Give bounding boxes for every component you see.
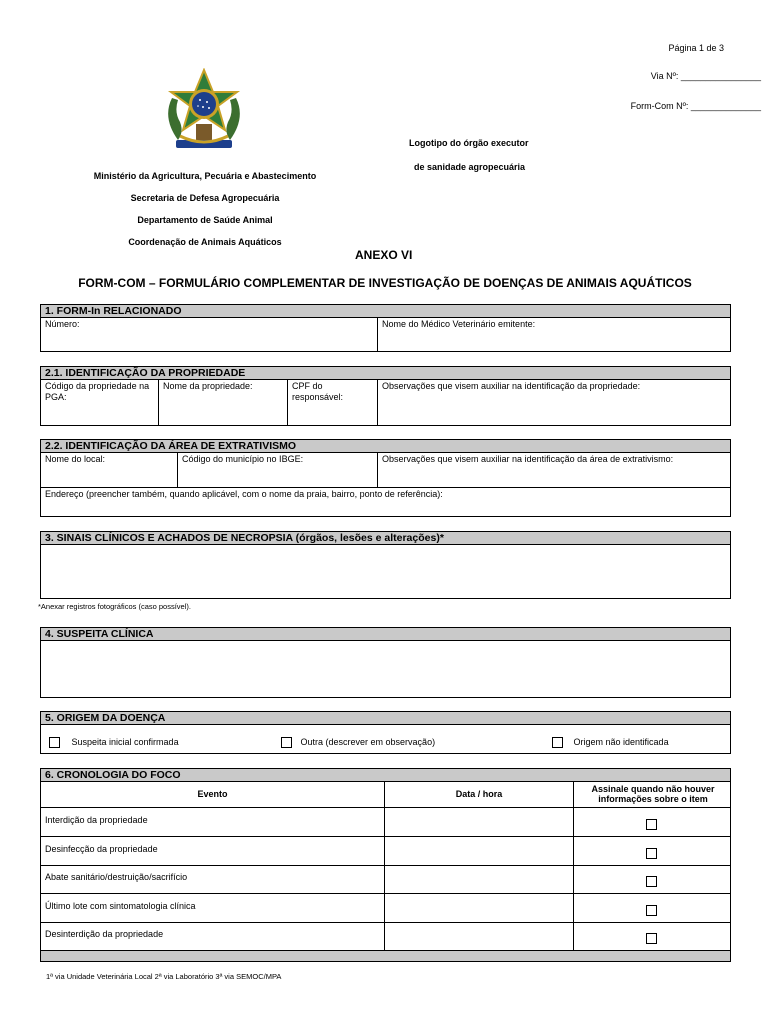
clinical-signs-field[interactable]	[41, 546, 732, 599]
origin-unidentified-label: Origem não identificada	[573, 737, 669, 747]
event-row-label: Último lote com sintomatologia clínica	[45, 901, 196, 911]
section-extractivism-title: 2.2. IDENTIFICAÇÃO DA ÁREA DE EXTRATIVISMO	[41, 440, 730, 453]
section-clinical-suspicion-title: 4. SUSPEITA CLÍNICA	[41, 628, 730, 641]
property-obs-field[interactable]: Observações que visem auxiliar na identificação da propriedade:	[382, 381, 641, 391]
distribution-footer: 1ª via Unidade Veterinária Local 2ª via Laboratório 3ª via SEMOC/MPA	[46, 972, 282, 981]
section-extractivism-area	[40, 439, 731, 517]
no-info-checkbox-icon[interactable]	[646, 819, 657, 830]
property-code-field[interactable]: Código da propriedade na PGA:	[45, 381, 150, 402]
date-field[interactable]	[385, 923, 573, 950]
checkbox-unidentified-icon[interactable]	[552, 737, 563, 748]
section-form-in	[40, 304, 731, 352]
section-disease-origin-title: 5. ORIGEM DA DOENÇA	[41, 712, 730, 725]
event-row-label: Abate sanitário/destruição/sacrifício	[45, 872, 188, 882]
checkbox-confirmed-icon[interactable]	[49, 737, 60, 748]
logo-placeholder-line1: Logotipo do órgão executor	[409, 138, 529, 148]
section-clinical-suspicion	[40, 627, 731, 698]
via-number-field[interactable]: Via Nº: ________________	[650, 71, 761, 81]
event-row-label: Interdição da propriedade	[45, 815, 148, 825]
date-field[interactable]	[385, 894, 573, 922]
ministry-name: Ministério da Agricultura, Pecuária e Abastecimento	[93, 171, 317, 181]
section-property-id-title: 2.1. IDENTIFICAÇÃO DA PROPRIEDADE	[41, 367, 730, 380]
event-row-label: Desinterdição da propriedade	[45, 929, 164, 939]
no-info-checkbox-icon[interactable]	[646, 933, 657, 944]
section-outbreak-chronology	[40, 768, 731, 962]
department-name: Departamento de Saúde Animal	[137, 215, 273, 225]
no-info-checkbox-icon[interactable]	[646, 905, 657, 916]
event-row-label: Desinfecção da propriedade	[45, 844, 158, 854]
col-evento: Evento	[197, 789, 228, 799]
numero-field[interactable]: Número:	[45, 319, 80, 329]
coordination-name: Coordenação de Animais Aquáticos	[128, 237, 282, 247]
col-data-hora: Data / hora	[455, 789, 503, 799]
date-field[interactable]	[385, 808, 573, 836]
origin-option-unidentified[interactable]	[552, 737, 669, 748]
clinical-suspicion-field[interactable]	[41, 642, 732, 698]
section-form-in-title: 1. FORM-In RELACIONADO	[41, 305, 730, 318]
section-clinical-signs-title: 3. SINAIS CLÍNICOS E ACHADOS DE NECROPSIA (órgãos, lesões e alterações)*	[41, 532, 730, 545]
section-clinical-signs	[40, 531, 731, 599]
vet-name-field[interactable]: Nome do Médico Veterinário emitente:	[382, 319, 536, 329]
property-name-field[interactable]: Nome da propriedade:	[163, 381, 253, 391]
section-property-id	[40, 366, 731, 426]
origin-option-other[interactable]	[281, 737, 435, 748]
local-name-field[interactable]: Nome do local:	[45, 454, 106, 464]
annex-label: ANEXO VI	[355, 248, 413, 262]
cpf-field[interactable]: CPF do responsável:	[292, 381, 344, 402]
formcom-number-field[interactable]: Form-Com Nº: ______________	[630, 101, 761, 111]
origin-confirmed-label: Suspeita inicial confirmada	[71, 737, 179, 747]
page-number: Página 1 de 3	[668, 43, 724, 53]
secretariat-name: Secretaria de Defesa Agropecuária	[130, 193, 280, 203]
section-chronology-title: 6. CRONOLOGIA DO FOCO	[41, 769, 730, 782]
no-info-checkbox-icon[interactable]	[646, 848, 657, 859]
no-info-checkbox-icon[interactable]	[646, 876, 657, 887]
brazil-coat-of-arms-icon	[158, 68, 250, 158]
origin-other-label: Outra (descrever em observação)	[300, 737, 436, 747]
col-assinale: Assinale quando não houver informações sobre o item	[591, 784, 715, 804]
origin-option-confirmed[interactable]	[49, 737, 179, 748]
area-obs-field[interactable]: Observações que visem auxiliar na identificação da área de extrativismo:	[382, 454, 674, 464]
photo-note: *Anexar registros fotográficos (caso possível).	[38, 602, 191, 611]
checkbox-other-icon[interactable]	[281, 737, 292, 748]
date-field[interactable]	[385, 866, 573, 893]
section-disease-origin	[40, 711, 731, 754]
address-field[interactable]: Endereço (preencher também, quando aplicável, com o nome da praia, bairro, ponto de referência):	[45, 489, 443, 499]
logo-placeholder-line2: de sanidade agropecuária	[414, 162, 526, 172]
date-field[interactable]	[385, 837, 573, 865]
ibge-code-field[interactable]: Código do município no IBGE:	[182, 454, 304, 464]
form-title: FORM-COM – FORMULÁRIO COMPLEMENTAR DE INVESTIGAÇÃO DE DOENÇAS DE ANIMAIS AQUÁTICOS	[78, 276, 692, 290]
